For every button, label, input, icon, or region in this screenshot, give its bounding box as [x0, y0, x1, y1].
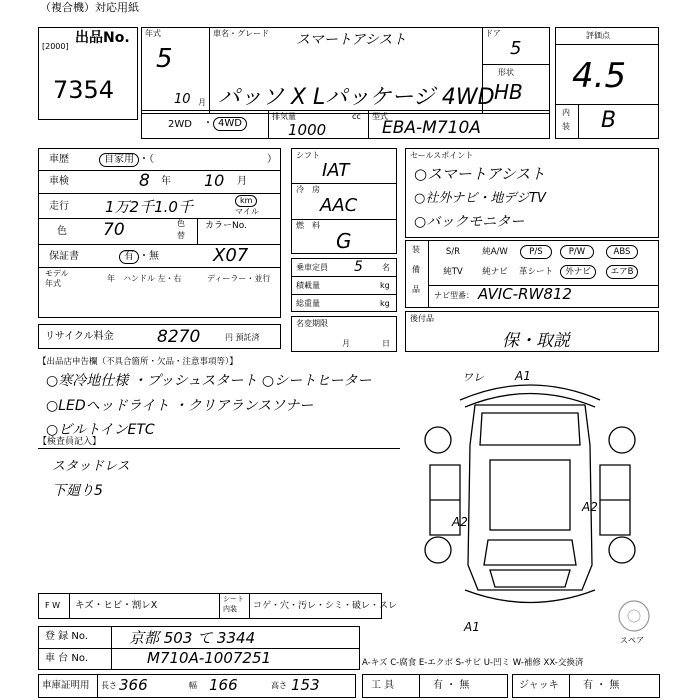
after-parts-label: 後付品 [410, 314, 434, 323]
equipment-label-3: 品 [412, 285, 420, 294]
height-value: 153 [291, 676, 320, 694]
equip-abs: ABS [606, 245, 638, 259]
equip-alloy-wheel: 純A/W [482, 247, 508, 257]
tools-box [362, 674, 508, 698]
mileage-value: 1万2千1.0千 [105, 198, 193, 216]
color-label: 色 [57, 226, 67, 237]
year-value: 5 [156, 44, 173, 74]
jack-box [512, 674, 660, 698]
recycle-label: リサイクル料金 [45, 331, 114, 342]
recycle-unit: 円 預託済 [225, 333, 260, 342]
sales-points-box [405, 148, 659, 238]
chassis-label: 車 台 No. [45, 653, 88, 664]
fw-row [38, 593, 398, 619]
equip-power-window: P/W [560, 245, 594, 259]
details-block [38, 148, 281, 318]
inspection-month-unit: 月 [237, 176, 247, 187]
color-no-label: カラーNo. [205, 221, 247, 231]
history-close: ） [267, 154, 277, 165]
name-change-box [291, 316, 397, 352]
damage-label-a1-top: A1 [515, 369, 531, 383]
width-label: 幅 [189, 681, 197, 690]
history-label: 車歴 [49, 154, 69, 165]
damage-label-crack: ワレ [462, 371, 484, 384]
seat-label-2: 内装 [223, 605, 237, 613]
shift-label: シフト [296, 151, 320, 160]
seats-label: 乗車定員 [296, 263, 328, 272]
equipment-label-2: 備 [412, 265, 420, 274]
spare-label: スペア [620, 636, 644, 645]
ac-value: AAC [320, 195, 358, 216]
seat-items: コゲ・穴・汚レ・シミ・破レ・スレ [253, 601, 398, 611]
seat-label-1: シート [223, 595, 244, 603]
equip-aftermarket-navi: 外ナビ [560, 265, 596, 279]
recycle-row [38, 324, 281, 349]
color-no-value: X07 [213, 245, 249, 266]
grade-value: パッソ X Lパッケージ 4WD [218, 85, 495, 110]
seller-note-3: ○ビルトインETC [46, 422, 155, 438]
tools-value: 有 ・ 無 [433, 680, 470, 691]
jack-value: 有 ・ 無 [583, 680, 620, 691]
seller-notes-label: 【出品店申告欄（不具合箇所・欠品・注意事項等）】 [38, 357, 238, 367]
navi-label: ナビ型番： [434, 291, 474, 300]
handle-option: ハンドル 左・右 [123, 274, 182, 283]
inspection-year: 8 [139, 171, 150, 191]
weight-label: 総重量 [296, 299, 320, 308]
sales-point-2: ○社外ナビ・地デジTV [414, 191, 546, 206]
drive-2wd: 2WD [168, 119, 192, 130]
shift-box [291, 148, 397, 254]
equip-sunroof: S/R [445, 247, 461, 257]
interior-label-1: 内 [562, 108, 570, 117]
color-change-2: 替 [177, 231, 185, 240]
shape-label: 形状 [498, 68, 514, 77]
equip-oem-navi: 純ナビ [482, 267, 508, 277]
displacement-label: 排気量 [272, 112, 296, 121]
damage-legend: A-キズ C-腐食 E-エクボ S-サビ U-凹ミ W-補修 XX-交換済 [362, 658, 584, 668]
damage-label-a2-left: A2 [452, 515, 468, 529]
door-value: 5 [510, 38, 522, 59]
dealer-option: ディーラー・並行 [207, 274, 271, 283]
model-year-unit: 年 [107, 274, 115, 283]
certificate-label: 車庫証明用 [42, 680, 90, 691]
color-change-1: 色 [177, 219, 185, 228]
shift-value: IAT [322, 160, 350, 181]
name-change-month: 月 [342, 339, 350, 348]
mileage-km: km [235, 195, 257, 207]
vehicle-box [141, 27, 550, 114]
registration-value: 京都 503 て 3344 [129, 629, 256, 647]
ac-label-2: 房 [312, 185, 320, 194]
equip-leather: 革シート [518, 267, 553, 277]
interior-value: B [601, 108, 617, 133]
mileage-label: 走行 [49, 201, 69, 212]
warranty-label: 保証書 [49, 251, 79, 262]
name-change-label: 名変期限 [296, 319, 328, 328]
drive-4wd: ・ 4WD [203, 117, 247, 131]
inspection-year-unit: 年 [161, 176, 171, 187]
history-options: 自家用 ・（ [99, 153, 154, 167]
sales-points-label: セールスポイント [410, 151, 474, 160]
interior-label-2: 装 [562, 122, 570, 131]
fuel-value: G [336, 229, 352, 253]
recycle-value: 8270 [157, 327, 201, 347]
cc-unit: cc [352, 112, 361, 121]
name-label: 車名・グレード [213, 29, 269, 38]
model-year-label-2: 年式 [45, 279, 61, 288]
name-change-day: 日 [382, 339, 390, 348]
shape-value: HB [494, 80, 523, 104]
height-label: 高さ [271, 681, 287, 690]
color-value: 70 [103, 220, 125, 240]
month-unit: 月 [198, 98, 206, 107]
model-label: 型式 [372, 112, 388, 121]
year-label: 年式 [145, 29, 161, 38]
seats-unit: 名 [382, 263, 390, 272]
seats-value: 5 [354, 259, 363, 275]
equipment-label-1: 装 [412, 245, 420, 254]
fw-items: キズ・ヒビ・割レX [75, 600, 158, 611]
name-value: スマートアシスト [296, 32, 407, 48]
model-year-label-1: モデル [45, 269, 69, 278]
after-parts-value: 保・取説 [502, 331, 570, 351]
warranty-value: 有 ・無 [119, 250, 159, 264]
drive-row [141, 110, 550, 139]
damage-label-a2-right: A2 [582, 500, 598, 514]
equip-power-steering: P/S [520, 245, 552, 259]
car-damage-diagram [410, 365, 650, 615]
seller-note-2: ○LEDヘッドライト ・クリアランスソナー [46, 398, 314, 414]
spare-tire-icon [616, 598, 652, 634]
width-value: 166 [209, 676, 238, 694]
lot-number: 7354 [53, 76, 115, 104]
registration-label: 登 録 No. [45, 631, 88, 642]
score-label: 評価点 [586, 31, 610, 40]
capacity-box [291, 258, 397, 312]
chassis-value: M710A-1007251 [147, 649, 272, 667]
sales-point-1: ○スマートアシスト [414, 165, 546, 183]
weight-unit: kg [380, 299, 390, 308]
sales-point-3: ○バックモニター [414, 214, 525, 230]
length-value: 366 [119, 676, 148, 694]
month-value: 10 [174, 92, 191, 107]
score-box [555, 27, 659, 139]
registration-box [38, 626, 360, 670]
tools-label: 工 具 [371, 680, 395, 691]
lot-box [38, 27, 138, 120]
score-value: 4.5 [572, 56, 627, 96]
inspection-label: 車検 [49, 176, 69, 187]
inspector-note-2: 下廻り5 [52, 483, 103, 499]
certificate-box [38, 674, 356, 698]
lot-label: 出品No. [75, 30, 130, 46]
model-value: EBA-M710A [382, 118, 481, 138]
fuel-label-1: 燃 [296, 221, 304, 230]
after-parts-box [405, 311, 659, 352]
equip-tv: 純TV [443, 267, 463, 277]
inspector-notes-label: 【検査員記入】 [38, 437, 102, 447]
year-stamp: [2000] [42, 42, 69, 51]
equipment-box [405, 240, 659, 308]
jack-label: ジャッキ [519, 680, 559, 691]
navi-value: AVIC-RW812 [478, 285, 572, 303]
form-title: （複合機）対応用紙 [40, 1, 139, 14]
seller-note-1: ○寒冷地仕様 ・プッシュスタート ○シートヒーター [46, 373, 372, 389]
mileage-mile: マイル [235, 207, 259, 216]
fw-label: F W [45, 601, 61, 610]
door-label: ドア [485, 29, 501, 38]
ac-label-1: 冷 [296, 185, 304, 194]
damage-label-a1-bottom: A1 [464, 620, 480, 634]
displacement-value: 1000 [288, 121, 327, 139]
length-label: 長さ [101, 681, 117, 690]
load-unit: kg [380, 281, 390, 290]
load-label: 積載量 [296, 281, 320, 290]
inspection-month: 10 [204, 171, 225, 190]
fuel-label-2: 料 [312, 221, 320, 230]
equip-airbag: エアB [606, 265, 638, 279]
inspector-note-1: スタッドレス [52, 459, 130, 474]
